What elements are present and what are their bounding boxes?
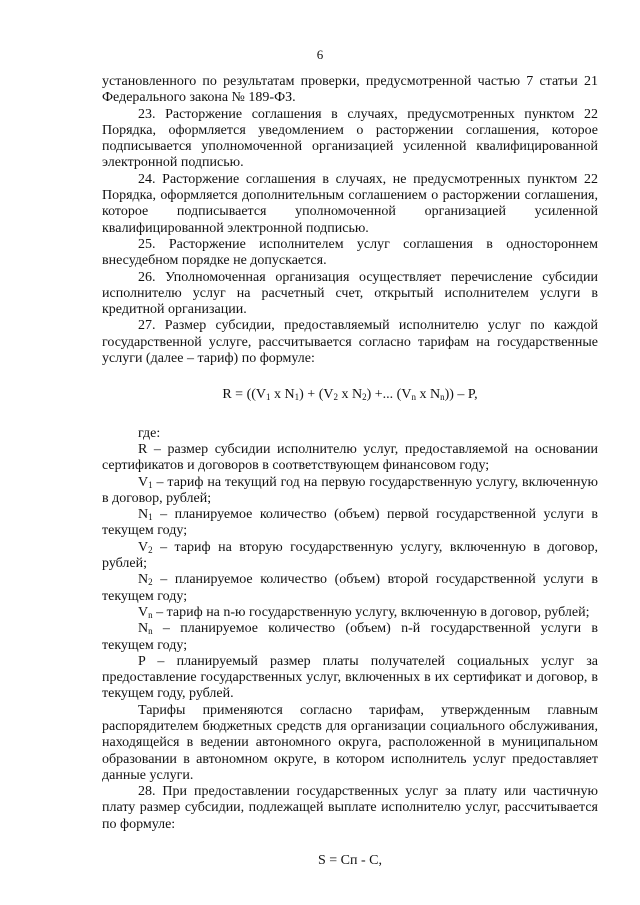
paragraph-continuation: установленного по результатам проверки, предусмотренной частью 7 статьи 21 Федерального закона № 189-ФЗ.: [102, 74, 598, 106]
definition-v2: $V_2$ – тариф на вторую государственную услугу, включенную в договор, рублей;: [102, 539, 598, 572]
definition-nn: $N_n$ – планируемое количество (объем) n-й государственной услуги в текущем году;: [102, 621, 598, 653]
page-number: 6: [316, 47, 324, 62]
paragraph-27: 27. Размер субсидии, предоставляемый исполнителю услуг по каждой государственной услуге, рассчитывается согласно тарифам на государственные услуги (далее – тариф) по формуле:: [102, 318, 598, 367]
paragraph-26: 26. Уполномоченная организация осуществляет перечисление субсидии исполнителю услуг на расчетный счет, открытый исполнителем услуги в кредитной организации.: [102, 269, 598, 318]
definition-vn: $V_n$ – тариф на n-ю государственную услугу, включенную в договор, рублей;: [138, 604, 590, 620]
paragraph-24: 24. Расторжение соглашения в случаях, не предусмотренных пунктом 22 Порядка, оформляется дополнительным соглашением о расторжении соглашения, которое подписывается уполномоченной организацией усиленной квалифицированной электронной подписью.: [102, 171, 598, 236]
subsidy-formula: $R = ((V_1$ x $N_1) + (V_2$ x $N_2$) +... ($V_n$ x $N_n$)) – P,: [222, 387, 478, 403]
paragraph-25: 25. Расторжение исполнителем услуг соглашения в одностороннем внесудебном порядке не допускается.: [102, 236, 598, 269]
definition-v1: $V_1$ – тариф на текущий год на первую государственную услугу, включенную в договор, рублей;: [102, 474, 598, 506]
document-body: [102, 74, 598, 869]
paragraph-23: 23. Расторжение соглашения в случаях, предусмотренных пунктом 22 Порядка, оформляется уведомлением о расторжении соглашения, которое подписывается уполномоченной организацией усиленной квалифицированной электронной подписью.: [102, 106, 598, 171]
paragraph-28: 28. При предоставлении государственных услуг за плату или частичную плату размер субсидии, подлежащей выплате исполнителю услуг, рассчитывается по формуле:: [102, 784, 598, 832]
where-label: где:: [138, 425, 161, 441]
tariffs-paragraph: Тарифы применяются согласно тарифам, утвержденным главным распорядителем бюджетных средств для организации социального обслуживания, находящейся в ведении автономного округа, расположенной в муниципальном образовании в автономном округе, в котором исполнитель услуг предоставляет данные услуги.: [102, 702, 598, 783]
definition-p: P – планируемый размер платы получателей социальных услуг за предоставление государственных услуг, включенных в их сертификат и договор, в текущем году, рублей.: [102, 653, 598, 702]
definition-n2: $N_2$ – планируемое количество (объем) второй государственной услуги в текущем году;: [102, 572, 598, 604]
definition-r: R – размер субсидии исполнителю услуг, предоставляемой на основании сертификатов и договоров в соответствующем финансовом году;: [102, 441, 598, 474]
paid-service-formula: S = Сп - С,: [317, 853, 382, 869]
definition-n1: $N_1$ – планируемое количество (объем) первой государственной услуги в текущем году;: [102, 507, 598, 539]
